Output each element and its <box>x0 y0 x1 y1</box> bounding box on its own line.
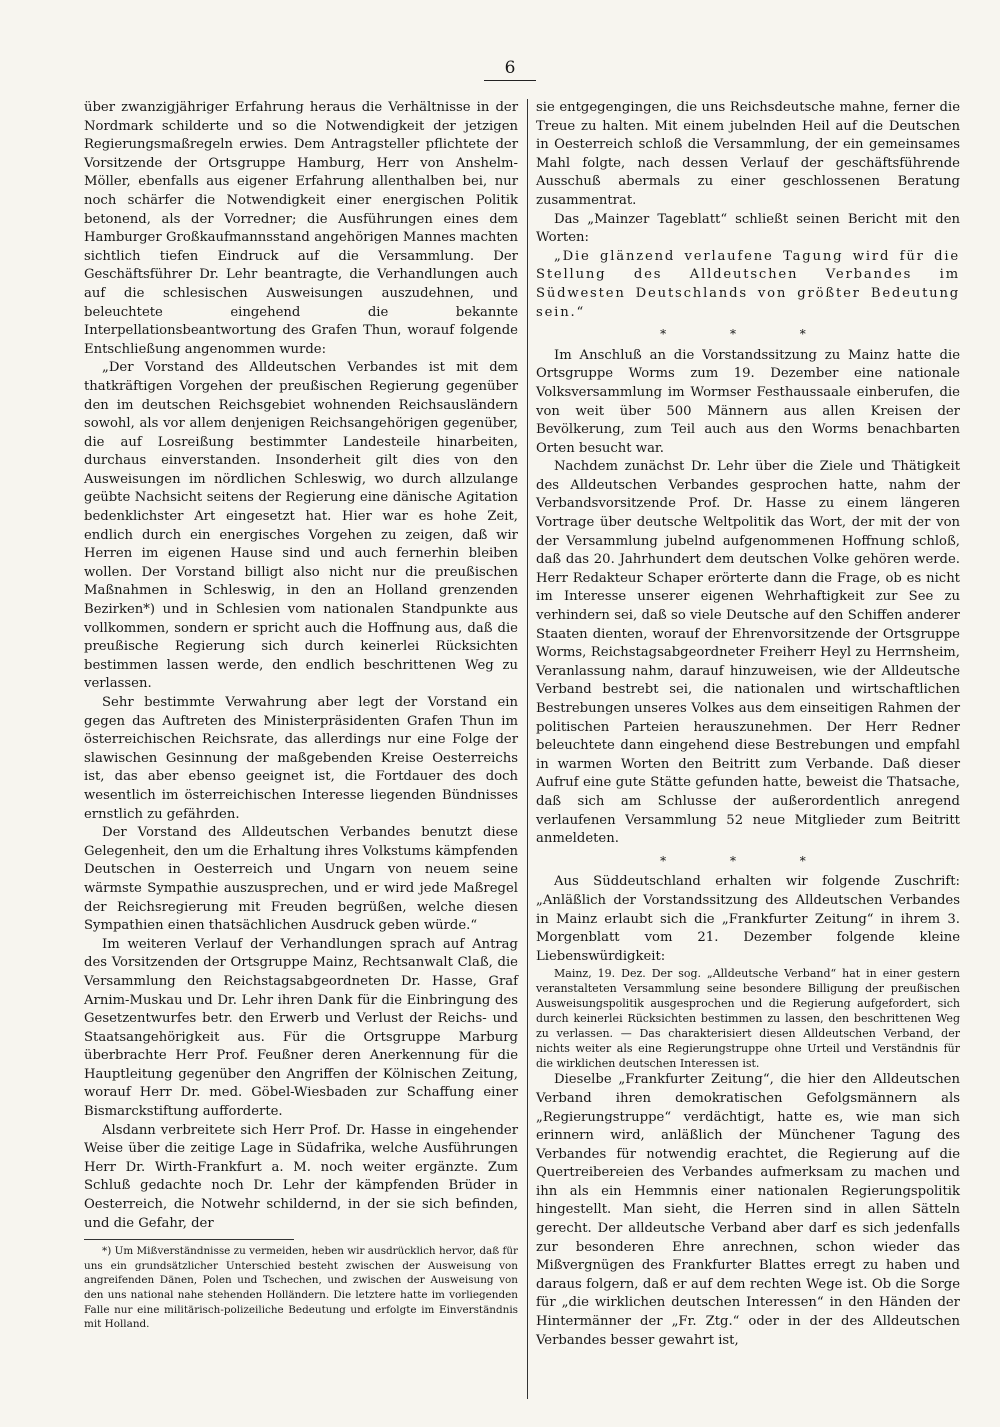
right-paragraph-6: Aus Süddeutschland erhalten wir folgende Zuschrift: „Anläßlich der Vorstandssitzung des Alldeutschen Verbandes in Mainz erlaubt sich die „Frankfurter Zeitung“ in ihrem 3. Morgenblatt vom 21. Dezember folgende kleine Liebenswürdigkeit: <box>536 874 960 964</box>
left-column <box>84 99 518 1332</box>
footnote-rule <box>84 1239 294 1240</box>
section-separator-2: * * * <box>660 853 836 868</box>
page-number-rule <box>484 80 536 81</box>
column-divider <box>527 99 528 1399</box>
left-resolution-quote: „Der Vorstand des Alldeutschen Verbandes ist mit dem thatkräftigen Vorgehen der preußischen Regierung gegenüber den im deutschen Reichsgebiet wohnenden Reichsausländern sowohl, als vor allem denjenigen Reichsangehörigen gegenüber, die auf Losreißung bestimmter Landesteile hinarbeiten, durchaus einverstanden. Insonderheit gilt dies von den Ausweisungen im nördlichen Schleswig, wo durch allzulange geübte Nachsicht seitens der Regierung eine dänische Agitation bedenklichster Art eingesetzt hat. Hier war es hohe Zeit, endlich durch ein energisches Vorgehen zu zeigen, daß wir Herren im eigenen Hause sind und auch fernerhin bleiben wollen. Der Vorstand billigt also nicht nur die preußischen Maßnahmen in Schleswig, in den an Holland grenzenden Bezirken*) und in Schlesien vom nationalen Standpunkte aus vollkommen, sondern er spricht auch die Hoffnung aus, daß die preußische Regierung sich durch keinerlei Rücksichten bestimmen lassen werde, den endlich beschrittenen Weg zu verlassen. <box>84 360 518 692</box>
footnote: *) Um Mißverständnisse zu vermeiden, heben wir ausdrücklich hervor, daß für uns ein grundsätzlicher Unterschied besteht zwischen der Ausweisung von angreifenden Dänen, Polen und Tschechen, und zwischen der Ausweisung von den uns national nahe stehenden Holländern. Die letztere hatte im vorliegenden Falle nur eine militärisch-polizeiliche Bedeutung und erfolgte im Einverständnis mit Holland. <box>84 1245 518 1331</box>
left-paragraph-6: Alsdann verbreitete sich Herr Prof. Dr. Hasse in eingehender Weise über die zeitige Lage in Südafrika, welche Ausführungen Herr Dr. Wirth-Frankfurt a. M. noch weiter ergänzte. Zum Schluß gedachte noch Dr. Lehr der kämpfenden Brüder in Oesterreich, die Notwehr schildernd, in der sie sich befinden, und die Gefahr, der <box>84 1122 518 1231</box>
right-paragraph-4: Im Anschluß an die Vorstandssitzung zu Mainz hatte die Ortsgruppe Worms zum 19. Dezember eine nationale Volksversammlung im Wormser Festhaussaale einberufen, die von weit über 500 Männern aus allen Kreisen der Bevölkerung, zum Teil auch aus den Worms benachbarten Orten besucht war. <box>536 347 960 456</box>
right-paragraph-5: Nachdem zunächst Dr. Lehr über die Ziele und Thätigkeit des Alldeutschen Verbandes gesprochen hatte, nahm der Verbandsvorsitzende Prof. Dr. Hasse zu einem längeren Vortrage über deutsche Weltpolitik das Wort, der mit der von der Versammlung jubelnd aufgenommenen Hoffnung schloß, daß das 20. Jahrhundert dem deutschen Volke gehören werde. Herr Redakteur Schaper erörterte dann die Frage, ob es nicht im Interesse unserer eigenen Wehrhaftigkeit zur See zu verhindern sei, daß so viele Deutsche auf den Schiffen anderer Staaten dienten, worauf der Ehrenvorsitzende der Ortsgruppe Worms, Reichstagsabgeordneter Freiherr Heyl zu Herrnsheim, Veranlassung nahm, darauf hinzuweisen, wie der Alldeutsche Verband bestrebt sei, die nationalen und wirtschaftlichen Bestrebungen unseres Volkes aus dem einseitigen Rahmen der politischen Parteien herauszunehmen. Der Herr Redner beleuchtete dann eingehend diese Bestrebungen und empfahl in warmen Worten den Beitritt zum Verbande. Daß dieser Aufruf eine gute Stätte gefunden hatte, beweist die Thatsache, daß sich am Schlusse der außerordentlich anregend verlaufenen Versammlung 52 neue Mitglieder zum Beitritt anmeldeten. <box>536 459 960 847</box>
left-paragraph-4: Der Vorstand des Alldeutschen Verbandes benutzt diese Gelegenheit, den um die Erhaltung ihres Volkstums kämpfenden Deutschen in Oesterreich und Ungarn von neuem seine wärmste Sympathie auszusprechen, und er wird jede Maßregel der Reichsregierung mit Freuden begrüßen, welche diesen Sympathien einen thatsächlichen Ausdruck geben würde.“ <box>84 825 518 934</box>
right-quote-tageblatt: „Die glänzend verlaufene Tagung wird für die Stellung des Alldeutschen Verbandes im Südwesten Deutschlands von größter Bedeutung sein.“ <box>536 248 960 320</box>
left-paragraph-5: Im weiteren Verlauf der Verhandlungen sprach auf Antrag des Vorsitzenden der Ortsgruppe Mainz, Rechtsanwalt Claß, die Versammlung den Reichstagsabgeordneten Dr. Hasse, Graf Arnim-Muskau und Dr. Lehr ihren Dank für die Einbringung des Gesetzentwurfes betr. den Erwerb und Verlust der Reichs- und Staatsangehörigkeit aus. Für die Ortsgruppe Marburg überbrachte Herr Prof. Feußner deren Anerkennung für die Hauptleitung gegenüber den Angriffen der Kölnischen Zeitung, worauf Herr Dr. med. Göbel-Wiesbaden zur Schaffung einer Bismarckstiftung aufforderte. <box>84 936 518 1120</box>
right-paragraph-2: Das „Mainzer Tageblatt“ schließt seinen Bericht mit den Worten: <box>536 211 960 246</box>
right-quoted-news: Mainz, 19. Dez. Der sog. „Alldeutsche Verband“ hat in einer gestern veranstalteten Versammlung seine besondere Billigung der preußischen Ausweisungspolitik ausgesprochen und die Regierung aufgefordert, sich durch keinerlei Rücksichten bestimmen zu lassen, den beschrittenen Weg zu verlassen. — Das charakterisiert diesen Alldeutschen Verband, der nichts weiter als eine Regierungstruppe ohne Urteil und Verständnis für die wirklichen deutschen Interessen ist. <box>536 967 960 1071</box>
right-paragraph-1: sie entgegengingen, die uns Reichsdeutsche mahne, ferner die Treue zu halten. Mit einem jubelnden Heil auf die Deutschen in Oesterreich schloß die Versammlung, der ein gemeinsames Mahl folgte, nach dessen Verlauf der geschäftsführende Ausschuß abermals zu einer geschlossenen Beratung zusammentrat. <box>536 100 960 208</box>
right-paragraph-8: Dieselbe „Frankfurter Zeitung“, die hier den Alldeutschen Verband ihren demokratischen Gefolgsmännern als „Regierungstruppe“ verdächtigt, hatte es, wie man sich erinnern wird, anläßlich der Münchener Tagung des Verbandes für notwendig erachtet, die Regierung auf die Quertreibereien des Verbandes aufmerksam zu machen und ihn als ein Hemmnis einer nationalen Regierungspolitik hingestellt. Man sieht, die Herren sind in allen Sätteln gerecht. Der alldeutsche Verband aber darf es sich jedenfalls zur besonderen Ehre anrechnen, schon wieder das Mißvergnügen des Frankfurter Blattes erregt zu haben und daraus folgern, daß er auf dem rechten Wege ist. Ob die Sorge für „die wirklichen deutschen Interessen“ in den Händen der Hintermänner der „Fr. Ztg.“ oder in der des Alldeutschen Verbandes besser gewahrt ist, <box>536 1072 960 1348</box>
page-number: 6 <box>504 58 516 78</box>
section-separator-1: * * * <box>660 327 836 342</box>
right-column <box>536 99 960 1350</box>
left-paragraph-3: Sehr bestimmte Verwahrung aber legt der Vorstand ein gegen das Auftreten des Ministerpräsidenten Grafen Thun im österreichischen Reichsrate, das allerdings nur eine Folge der slawischen Gesinnung der maßgebenden Kreise Oesterreichs ist, das aber ebenso geeignet ist, die Fortdauer des doch wesentlich im österreichischen Interesse liegenden Bündnisses ernstlich zu gefährden. <box>84 695 518 822</box>
left-paragraph-1: über zwanzigjähriger Erfahrung heraus die Verhältnisse in der Nordmark schilderte und so die Notwendigkeit der jetzigen Regierungsmaßregeln erwies. Dem Antragsteller pflichtete der Vorsitzende der Ortsgruppe Hamburg, Herr von Anshelm-Möller, ebenfalls aus eigener Erfahrung allenthalben bei, nur noch schärfer die Notwendigkeit einer energischen Politik betonend, als der Vorredner; die Ausführungen eines dem Hamburger Großkaufmannsstand angehörigen Mannes machten sichtlich tiefen Eindruck auf die Versammlung. Der Geschäftsführer Dr. Lehr beantragte, die Verhandlungen auch auf die schlesischen Ausweisungen auszudehnen, und beleuchtete eingehend die bekannte Interpellationsbeantwortung des Grafen Thun, worauf folgende Entschließung angenommen wurde: <box>84 100 518 357</box>
